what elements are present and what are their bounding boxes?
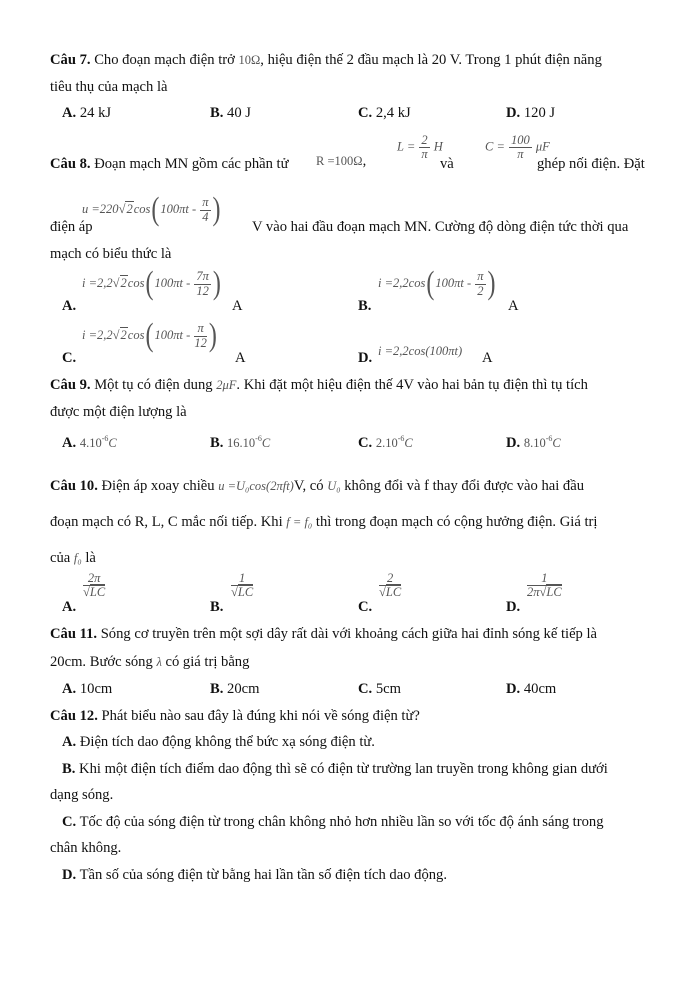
q7-text3: tiêu thụ của mạch là bbox=[50, 79, 168, 95]
q12-option-d[interactable] bbox=[62, 866, 447, 884]
option-fraction bbox=[83, 572, 105, 599]
q7-option-c[interactable] bbox=[358, 104, 411, 122]
q10-label: Câu 10. bbox=[50, 478, 98, 494]
q11-option-a[interactable] bbox=[62, 680, 112, 698]
i-den: 12 bbox=[194, 335, 207, 350]
option-label: C. bbox=[358, 435, 373, 451]
q8-option-a-label[interactable]: A. bbox=[62, 298, 77, 314]
option-unit: C bbox=[552, 436, 561, 450]
q10-line1 bbox=[50, 477, 584, 495]
option-label: A. bbox=[62, 435, 77, 451]
i-num: π bbox=[477, 269, 484, 284]
option-label: D. bbox=[506, 681, 521, 697]
option-label: A. bbox=[62, 734, 77, 750]
q10-text1: Điện áp xoay chiều bbox=[97, 478, 219, 494]
q8-text5: mạch có biểu thức là bbox=[50, 246, 172, 262]
u-arg: 100πt - bbox=[160, 201, 200, 216]
q7-option-b[interactable] bbox=[210, 104, 251, 122]
i-arg: 100πt - bbox=[154, 327, 194, 342]
l-fraction bbox=[419, 134, 429, 161]
q11-option-d[interactable] bbox=[506, 680, 556, 698]
q8-option-d-label[interactable]: D. bbox=[358, 350, 373, 366]
option-text: 2,4 kJ bbox=[372, 105, 411, 121]
sqrt-radicand: LC bbox=[546, 585, 562, 600]
option-unit: C bbox=[261, 436, 271, 450]
sqrt-radicand: LC bbox=[89, 585, 106, 600]
q10-text6: của bbox=[50, 550, 74, 566]
q9-text3: được một điện lượng là bbox=[50, 404, 187, 420]
sqrt-radicand: 2 bbox=[120, 327, 127, 342]
q7-text1: Cho đoạn mạch điện trở bbox=[90, 52, 239, 68]
q9-text2: . Khi đặt một hiệu điện thế 4V vào hai bản tụ điện thì tụ tích bbox=[236, 377, 588, 393]
q7-text2: , hiệu điện thế 2 đầu mạch là 20 V. Trong 1 phút điện năng bbox=[260, 52, 602, 68]
q12-line1 bbox=[50, 707, 420, 725]
q8-text3: điện áp bbox=[50, 219, 93, 235]
q8-line1 bbox=[50, 155, 289, 173]
q10-text5: thì trong đoạn mạch có cộng hưởng điện. Giá trị bbox=[312, 514, 598, 530]
option-text: 120 J bbox=[520, 105, 556, 121]
c-fraction bbox=[509, 134, 532, 161]
q12-text1: Phát biểu nào sau đây là đúng khi nói về sóng điện từ? bbox=[97, 708, 420, 724]
q12-option-b[interactable] bbox=[62, 760, 608, 778]
q8-option-c-label[interactable]: C. bbox=[62, 350, 77, 366]
q11-text3: có giá trị bằng bbox=[161, 654, 250, 670]
q8-text1: Đoạn mạch MN gồm các phần tử bbox=[90, 156, 289, 172]
q8-option-a[interactable]: i =2,2√2cos(100πt - $\frac{7\pi}{12}$ ) bbox=[82, 266, 221, 302]
q10-text2: V, có bbox=[293, 478, 328, 494]
q10-option-a[interactable] bbox=[82, 572, 106, 599]
option-text: 24 kJ bbox=[76, 105, 112, 121]
q8-option-c[interactable]: i =2,2√2cos(100πt - $\frac{\pi}{12}$ ) bbox=[82, 318, 217, 354]
c-unit: μF bbox=[535, 139, 550, 154]
option-exp: -6 bbox=[101, 434, 109, 444]
q10-option-a-label[interactable]: A. bbox=[62, 599, 77, 615]
option-label: D. bbox=[62, 867, 77, 883]
option-label: C. bbox=[358, 105, 373, 121]
sqrt-radicand: LC bbox=[385, 585, 402, 600]
q11-option-b[interactable] bbox=[210, 680, 259, 698]
q12-option-b-line2: dạng sóng. bbox=[50, 787, 114, 803]
q10-option-b-label[interactable]: B. bbox=[210, 599, 224, 615]
option-exp: -6 bbox=[545, 434, 553, 444]
option-num: 1 bbox=[231, 572, 253, 586]
q10-line2 bbox=[50, 513, 597, 531]
q12-option-a[interactable] bbox=[62, 733, 375, 751]
option-label: B. bbox=[210, 681, 224, 697]
q10-text7: là bbox=[81, 550, 96, 566]
q8-and: và bbox=[440, 156, 454, 172]
q7-resistance: 10Ω bbox=[238, 53, 261, 67]
i-arg: 100πt - bbox=[154, 275, 194, 290]
den-prefix: 2π bbox=[527, 585, 540, 600]
i-num: π bbox=[194, 322, 207, 336]
option-exp: -6 bbox=[397, 434, 405, 444]
l-den: π bbox=[421, 147, 428, 162]
q8-option-b-unit: A bbox=[508, 298, 519, 314]
q12-option-c-line2: chân không. bbox=[50, 840, 122, 856]
u-num: π bbox=[202, 195, 209, 210]
q10-option-d-label[interactable]: D. bbox=[506, 599, 521, 615]
option-num: 2π bbox=[83, 572, 105, 586]
q11-option-c[interactable] bbox=[358, 680, 401, 698]
option-den: √LC bbox=[231, 585, 254, 600]
q8-option-b[interactable]: i =2,2cos(100πt - $\frac{\pi}{2}$ ) bbox=[378, 266, 496, 302]
option-label: B. bbox=[210, 435, 224, 451]
q11-line2 bbox=[50, 653, 249, 671]
q12-option-c[interactable] bbox=[62, 813, 604, 831]
q9-option-b[interactable] bbox=[210, 434, 270, 452]
i-num: 7π bbox=[196, 269, 209, 284]
l-unit: H bbox=[433, 139, 443, 154]
q8-voltage-formula: u =220√2cos(100πt - $\frac{\pi}{4}$ ) bbox=[82, 192, 221, 228]
l-lhs: L = bbox=[397, 139, 416, 154]
option-base: 2.10 bbox=[375, 436, 398, 450]
option-label: B. bbox=[62, 761, 76, 777]
q9-option-c[interactable] bbox=[358, 434, 413, 452]
option-label: C. bbox=[62, 814, 77, 830]
option-label: A. bbox=[62, 105, 77, 121]
i-den: 2 bbox=[477, 283, 484, 298]
sqrt-radicand: 2 bbox=[126, 201, 133, 216]
q8-option-c-unit: A bbox=[235, 350, 246, 366]
q7-line2 bbox=[50, 78, 168, 96]
u-den: 4 bbox=[202, 209, 209, 224]
q9-option-d[interactable] bbox=[506, 434, 561, 452]
u-fraction bbox=[200, 196, 210, 223]
i-lhs: i =2,2cos bbox=[378, 275, 426, 290]
sqrt-radicand: 2 bbox=[120, 275, 127, 290]
option-fraction bbox=[379, 572, 401, 599]
i-arg: 100πt - bbox=[435, 275, 475, 290]
option-text: 5cm bbox=[372, 681, 401, 697]
option-text: Khi một điện tích điểm dao động thì sẽ có điện từ trường lan truyền trong không gian dưới bbox=[75, 761, 608, 777]
q10-u0: U₀ bbox=[327, 479, 341, 493]
l-num: 2 bbox=[421, 133, 428, 147]
q8-text2: ghép nối điện. Đặt bbox=[537, 156, 645, 172]
option-den: 2π√LC bbox=[527, 585, 562, 600]
u-lhs: u =220 bbox=[82, 201, 119, 216]
option-exp: -6 bbox=[255, 434, 262, 444]
q7-option-d[interactable] bbox=[506, 104, 555, 122]
option-label: B. bbox=[210, 105, 224, 121]
option-text: Tốc độ của sóng điện từ trong chân không nhỏ hơn nhiều lần so với tốc độ ánh sáng trong bbox=[76, 814, 604, 830]
option-text: Điện tích dao động không thể bức xạ sóng điện từ. bbox=[76, 734, 375, 750]
option-text: 10cm bbox=[76, 681, 113, 697]
i-fraction bbox=[194, 322, 207, 349]
q11-line1 bbox=[50, 625, 597, 643]
option-text: 20cm bbox=[223, 681, 260, 697]
q8-option-d[interactable]: i =2,2cos(100πt) bbox=[378, 344, 463, 358]
option-text: 40 J bbox=[223, 105, 251, 121]
option-unit: C bbox=[404, 436, 413, 450]
q11-text1: Sóng cơ truyền trên một sợi dây rất dài với khoảng cách giữa hai đỉnh sóng kế tiếp là bbox=[97, 626, 598, 642]
c-lhs: C = bbox=[485, 139, 505, 154]
q8-option-a-unit: A bbox=[232, 298, 243, 314]
option-den: √LC bbox=[83, 585, 106, 600]
q8-option-d-unit: A bbox=[482, 350, 493, 366]
q9-capacitance: 2μF bbox=[216, 378, 237, 392]
q10-f0: f₀ bbox=[73, 551, 82, 565]
u-cos: cos bbox=[133, 201, 151, 216]
c-num: 100 bbox=[511, 133, 530, 147]
q7-label: Câu 7. bbox=[50, 52, 91, 68]
option-label: A. bbox=[62, 681, 77, 697]
q8-option-b-label[interactable]: B. bbox=[358, 298, 372, 314]
option-text: 40cm bbox=[520, 681, 557, 697]
option-base: 16.10 bbox=[227, 436, 256, 450]
q8-text4: V vào hai đầu đoạn mạch MN. Cường độ dòng điện tức thời qua bbox=[252, 219, 629, 235]
option-base: 8.10 bbox=[523, 436, 546, 450]
q10-u-formula: u =U₀cos(2πft) bbox=[218, 479, 294, 493]
q8-inductance bbox=[397, 134, 443, 161]
option-unit: C bbox=[108, 436, 117, 450]
q10-f-formula: f = f₀ bbox=[286, 515, 313, 529]
q7-line1 bbox=[50, 51, 602, 69]
option-den: √LC bbox=[379, 585, 402, 600]
sqrt: √2 bbox=[112, 275, 127, 290]
q10-text4: đoạn mạch có R, L, C mắc nối tiếp. Khi bbox=[50, 514, 287, 530]
q8-comma: , bbox=[362, 153, 367, 169]
q10-text3: không đổi và f thay đổi được vào hai đầu bbox=[340, 478, 585, 494]
q9-line1 bbox=[50, 376, 588, 394]
option-text: Tần số của sóng điện từ bằng hai lần tần số điện tích dao động. bbox=[76, 867, 447, 883]
sqrt: √2 bbox=[118, 201, 133, 216]
option-label: D. bbox=[506, 435, 521, 451]
q10-option-c-label[interactable]: C. bbox=[358, 599, 373, 615]
option-fraction bbox=[527, 572, 562, 599]
c-den: π bbox=[517, 147, 524, 162]
i-cos: cos bbox=[127, 275, 145, 290]
i-lhs: i =2,2 bbox=[82, 275, 113, 290]
q8-resistance bbox=[316, 152, 366, 170]
q9-option-a[interactable] bbox=[62, 434, 117, 452]
option-num: 2 bbox=[379, 572, 401, 586]
option-base: 4.10 bbox=[79, 436, 102, 450]
q11-lambda: λ bbox=[156, 655, 162, 669]
q9-label: Câu 9. bbox=[50, 377, 91, 393]
i-fraction bbox=[194, 270, 211, 297]
q10-option-c[interactable] bbox=[378, 572, 402, 599]
option-label: C. bbox=[358, 681, 373, 697]
q7-option-a[interactable] bbox=[62, 104, 111, 122]
i-fraction bbox=[475, 270, 485, 297]
option-fraction bbox=[231, 572, 253, 599]
q8-label: Câu 8. bbox=[50, 156, 91, 172]
q10-option-b[interactable] bbox=[230, 572, 254, 599]
q8-r-formula: R =100Ω bbox=[316, 154, 363, 168]
i-lhs: i =2,2 bbox=[82, 327, 113, 342]
q10-option-d[interactable] bbox=[526, 572, 563, 599]
sqrt: √2 bbox=[112, 327, 127, 342]
sqrt-radicand: LC bbox=[237, 585, 254, 600]
q11-text2: 20cm. Bước sóng bbox=[50, 654, 157, 670]
q11-label: Câu 11. bbox=[50, 626, 98, 642]
option-num: 1 bbox=[527, 572, 562, 586]
q12-label: Câu 12. bbox=[50, 708, 98, 724]
i-den: 12 bbox=[196, 283, 209, 298]
q10-line3 bbox=[50, 549, 96, 567]
i-cos: cos bbox=[127, 327, 145, 342]
q9-text1: Một tụ có điện dung bbox=[90, 377, 217, 393]
option-label: D. bbox=[506, 105, 521, 121]
